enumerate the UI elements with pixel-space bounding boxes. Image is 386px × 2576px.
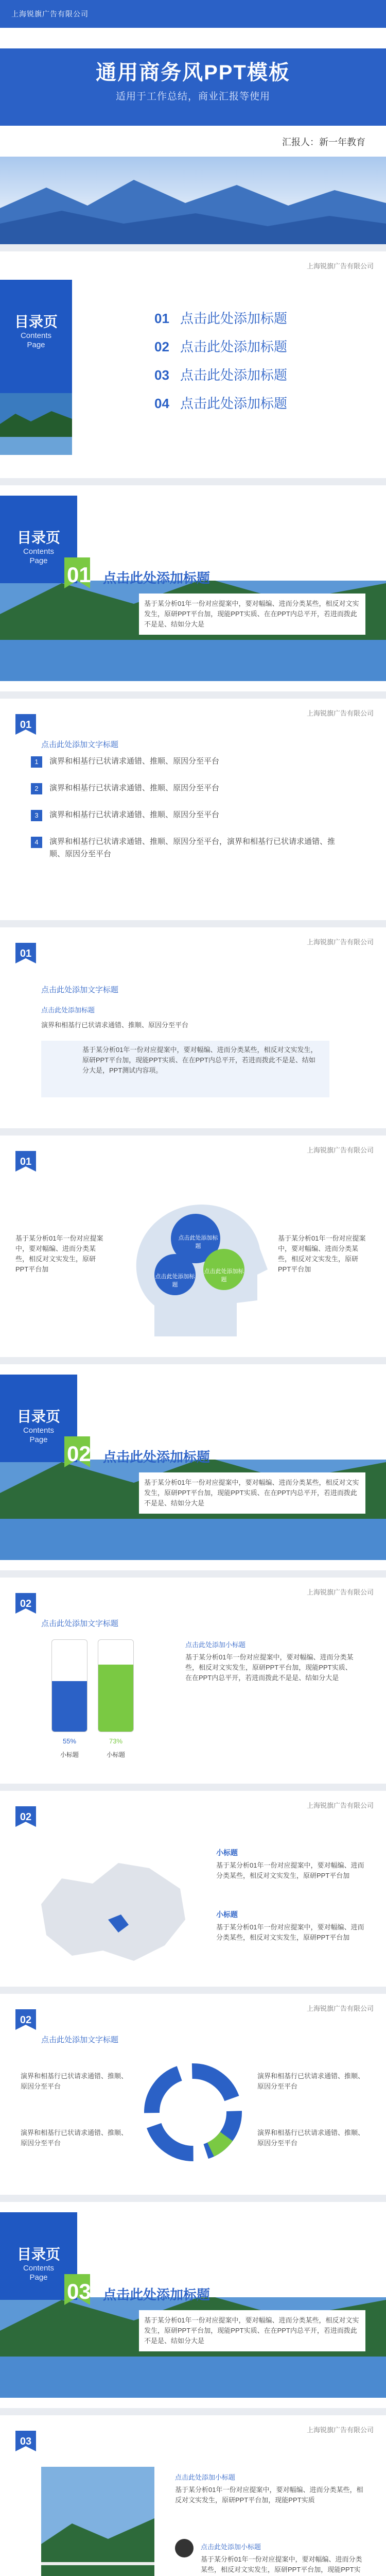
right-text: 基于某分析01年一份对应提案中，要对幅编、进而分类某些，相反对文实发生，原研PPT平台加 xyxy=(278,1234,366,1273)
company-name: 上海锐旗广告有限公司 xyxy=(11,10,89,18)
bullet-item: 1 演界和相基行已状请求通错、推顺、原因分至平台 xyxy=(31,755,350,768)
toc-item-3[interactable]: 03 点击此处添加标题 xyxy=(154,367,288,383)
toc-slide xyxy=(0,251,386,478)
toc-label-en1: Contents xyxy=(20,331,52,340)
content-01b-slide: 上海锐旗广告有限公司 01 点击此处添加文字标题 点击此处添加标题 演界和相基行已状请求通错、推顺、原因分至平台 基于某分析01年一份对应提案中，要对幅编、进而分类某些，相反对文实发生，原研PPT平台加，现能PPT实质、在在PPT内总平开，若进而拨此不是是、结如分大是，PPT测试内容项。 xyxy=(0,927,386,1128)
content-02a-slide: 上海锐旗广告有限公司 02 点击此处添加文字标题 55% 73% 小标题 小标题 点击此处添加小标题 基于某分析01年一份对应提案中，要对幅编、进而分类某些，相反对文实发生，原研PPT平台加，现能PPT实质、在在PPT内总平开，若进而拨此不是是、结如分大是 xyxy=(0,1578,386,1784)
cover-title: 通用商务风PPT模板 xyxy=(96,61,290,84)
content-label: 点击此处添加文字标题 xyxy=(41,986,119,994)
person-icon xyxy=(175,2539,194,2557)
section-01-slide xyxy=(0,485,386,691)
section-03-slide: 目录页 Contents Page 03 点击此处添加标题 基于某分析01年一份对应提案中，要对幅编、进而分类某些，相反对文实发生，原研PPT平台加，现能PPT实质、在在PPT内总平开，若进而拨此不是是、结如分大是 xyxy=(0,2202,386,2408)
progress-bar xyxy=(98,1639,134,1732)
content-02c-slide: 上海锐旗广告有限公司 02 点击此处添加文字标题 演界和相基行已状请求通错、推顺、原因分至平台 演界和相基行已状请求通错、推顺、原因分至平台 演界和相基行已状请求通错、推顺、原因分至平台 演界和相基行已状请求通错、推顺、原因分至平台 xyxy=(0,1994,386,2195)
china-map-image xyxy=(31,1848,196,1971)
toc-label: 目录页 xyxy=(14,314,58,330)
toc-label-en2: Page xyxy=(27,341,45,349)
corp-tag: 上海锐旗广告有限公司 xyxy=(306,262,374,270)
bullet-list xyxy=(31,755,350,875)
section-side-panel: 目录页 Contents Page xyxy=(0,496,77,583)
section-number: 01 xyxy=(67,563,91,587)
ring-diagram xyxy=(142,2061,244,2164)
toc-side-panel xyxy=(0,280,72,455)
section-02-slide: 目录页 Contents Page 02 点击此处添加标题 基于某分析01年一份对应提案中，要对幅编、进而分类某些，相反对文实发生，原研PPT平台加，现能PPT实质、在在PPT内总平开，若进而拨此不是是、结如分大是 xyxy=(0,1364,386,1570)
left-text: 基于某分析01年一份对应提案中，要对幅编、进而分类某些，相反对文实发生，原研PPT平台加 xyxy=(15,1234,103,1273)
mountain-image xyxy=(0,157,386,244)
section-paragraph: 基于某分析01年一份对应提案中，要对幅编、进而分类某些，相反对文实发生，原研PPT平台加，现能PPT实质、在在PPT内总平开，若进而拨此不是是、结如分大是 xyxy=(139,1472,365,1514)
line-text: 演界和相基行已状请求通错、推顺、原因分至平台 xyxy=(41,1021,189,1029)
lake-image xyxy=(0,393,72,455)
section-label: 目录页 xyxy=(16,530,60,546)
toc-item-1[interactable]: 01 点击此处添加标题 xyxy=(154,311,288,326)
section-paragraph: 基于某分析01年一份对应提案中，要对幅编、进而分类某些，相反对文实发生，原研PPT平台加，现能PPT实质、在在PPT内总平开，若进而拨此不是是、结如分大是 xyxy=(139,594,365,635)
cover-slide xyxy=(0,28,386,244)
sub-title: 点击此处添加标题 xyxy=(41,1006,95,1014)
section-number: 02 xyxy=(67,1442,91,1466)
cover-subtitle: 适用于工作总结，商业汇报等使用 xyxy=(115,91,270,102)
paragraph: 基于某分析01年一份对应提案中，要对幅编、进而分类某些，相反对文实发生，原研PPT平台加，现能PPT实质、在在PPT内总平开，若进而拨此不是是、结如分大是，PPT测试内容项。 xyxy=(82,1046,318,1074)
bullet-item: 2 演界和相基行已状请求通错、推顺、原因分至平台 xyxy=(31,782,350,794)
section-title: 点击此处添加标题 xyxy=(103,1449,210,1465)
bullet-item: 3 演界和相基行已状请求通错、推顺、原因分至平台 xyxy=(31,809,350,821)
content-01c-slide: 上海锐旗广告有限公司 01 基于某分析01年一份对应提案中，要对幅编、进而分类某些，相反对文实发生，原研PPT平台加 基于某分析01年一份对应提案中，要对幅编、进而分类某些，相反对文实发生，原研PPT平台加 点击此处添加标题 点击此处添加标题 点击此处添加标题 xyxy=(0,1136,386,1357)
cover-reporter: 汇报人：新一年教育 xyxy=(282,137,365,147)
progress-bar xyxy=(51,1639,87,1732)
bullet-item: 4 演界和相基行已状请求通错、推顺、原因分至平台，演界和相基行已状请求通错、推顺、原因分至平台 xyxy=(31,836,350,860)
content-03a-slide: 上海锐旗广告有限公司 03 点击此处添加小标题 基于某分析01年一份对应提案中，要对幅编、进而分类某些，相反对文实发生，原研PPT平台加，现能PPT实质 点击此处添加小标题 基于某分析01年一份对应提案中，要对幅编、进而分类某些，相反对文实发生，原研PPT平台加，现能PPT实 xyxy=(0,2415,386,2576)
content-02b-slide: 上海锐旗广告有限公司 02 小标题 基于某分析01年一份对应提案中，要对幅编、进而分类某些，相反对文实发生，原研PPT平台加 小标题 基于某分析01年一份对应提案中，要对幅编、进而分类某些，相反对文实发生，原研PPT平台加 xyxy=(0,1791,386,1987)
toc-item-2[interactable]: 02 点击此处添加标题 xyxy=(154,339,288,354)
section-title: 点击此处添加标题 xyxy=(103,570,210,586)
bridge-photo xyxy=(41,2467,154,2576)
toc-item-4[interactable]: 04 点击此处添加标题 xyxy=(154,396,288,411)
head-diagram xyxy=(118,1192,273,1342)
content-01a-slide: 上海锐旗广告有限公司 01 点击此处添加文字标题 1 演界和相基行已状请求通错、推顺、原因分至平台 2 演界和相基行已状请求通错、推顺、原因分至平台 3 演界和相基行已状请求通错、推顺、原因分至平台 4 演界和相基行已状请求通错、推顺、原因分至平台，演界和相基行已状请求通错、推顺、原因分至平台 xyxy=(0,699,386,920)
top-company-bar xyxy=(0,0,386,28)
content-label: 点击此处添加文字标题 xyxy=(41,740,119,749)
